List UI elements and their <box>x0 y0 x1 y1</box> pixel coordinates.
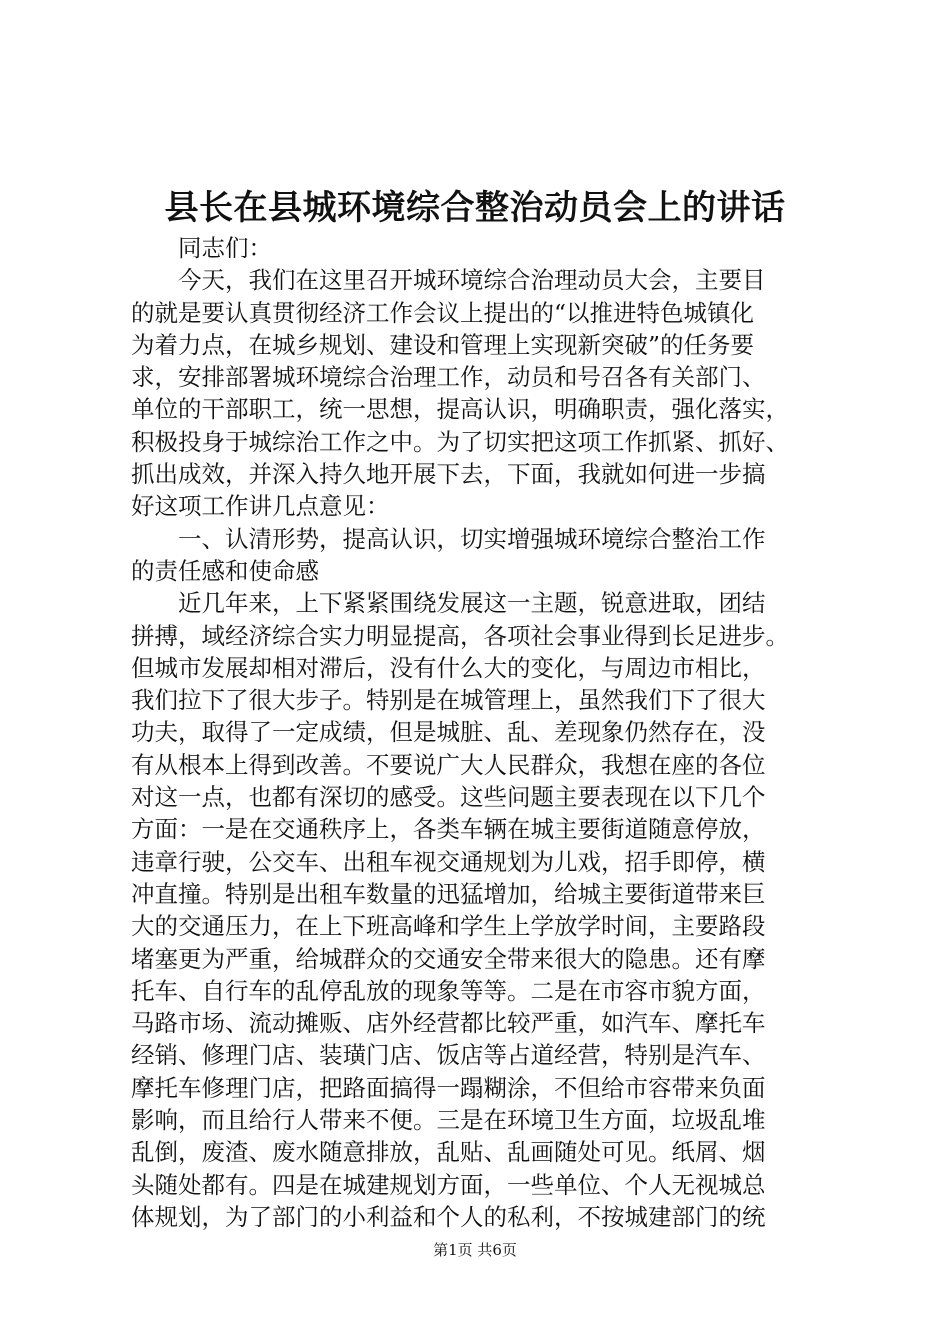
paragraph-line: 违章行驶，公交车、出租车视交通规划为儿戏，招手即停，横 <box>131 847 766 876</box>
paragraph-line: 有从根本上得到改善。不要说广大人民群众，我想在座的各位 <box>131 750 766 779</box>
paragraph-line: 功夫，取得了一定成绩，但是城脏、乱、差现象仍然存在，没 <box>131 718 766 747</box>
paragraph-line: 头随处都有。四是在城建规划方面，一些单位、个人无视城总 <box>131 1170 766 1199</box>
paragraph-line: 近几年来，上下紧紧围绕发展这一主题，锐意进取，团结 <box>178 589 766 618</box>
paragraph-line: 为着力点，在城乡规划、建设和管理上实现新突破”的任务要 <box>131 330 755 359</box>
paragraph-line: 经销、修理门店、装璜门店、饭店等占道经营，特别是汽车、 <box>131 1041 766 1070</box>
paragraph-line: 摩托车修理门店，把路面搞得一蹋糊涂，不但给市容带来负面 <box>131 1073 766 1102</box>
paragraph-line: 大的交通压力，在上下班高峰和学生上学放学时间，主要路段 <box>131 912 766 941</box>
paragraph-line: 的就是要认真贯彻经济工作会议上提出的“以推进特色城镇化 <box>131 298 755 327</box>
paragraph-line: 堵塞更为严重，给城群众的交通安全带来很大的隐患。还有摩 <box>131 944 766 973</box>
paragraph-line: 对这一点，也都有深切的感受。这些问题主要表现在以下几个 <box>131 783 766 812</box>
paragraph-line: 乱倒，废渣、废水随意排放，乱贴、乱画随处可见。纸屑、烟 <box>131 1138 766 1167</box>
document-body <box>131 232 831 1233</box>
paragraph-line: 抓出成效，并深入持久地开展下去，下面，我就如何进一步搞 <box>131 460 766 489</box>
paragraph-line: 托车、自行车的乱停乱放的现象等等。二是在市容市貌方面， <box>131 976 766 1005</box>
paragraph-line: 体规划，为了部门的小利益和个人的私利，不按城建部门的统 <box>131 1202 766 1231</box>
paragraph-line: 拼搏，域经济综合实力明显提高，各项社会事业得到长足进步。 <box>131 621 789 650</box>
paragraph-line: 单位的干部职工，统一思想，提高认识，明确职责，强化落实， <box>131 395 789 424</box>
paragraph-line: 求，安排部署城环境综合治理工作，动员和号召各有关部门、 <box>131 363 766 392</box>
paragraph-line: 方面：一是在交通秩序上，各类车辆在城主要街道随意停放， <box>131 815 766 844</box>
paragraph-line: 我们拉下了很大步子。特别是在城管理上，虽然我们下了很大 <box>131 686 766 715</box>
paragraph-line: 好这项工作讲几点意见： <box>131 492 390 521</box>
paragraph-line: 今天，我们在这里召开城环境综合治理动员大会，主要目 <box>178 266 766 295</box>
paragraph-line: 冲直撞。特别是出租车数量的迅猛增加，给城主要街道带来巨 <box>131 879 766 908</box>
section-heading-line: 一、认清形势，提高认识，切实增强城环境综合整治工作 <box>178 524 766 553</box>
salutation-line: 同志们： <box>178 234 272 262</box>
paragraph-line: 但城市发展却相对滞后，没有什么大的变化，与周边市相比， <box>131 653 766 682</box>
paragraph-line: 马路市场、流动摊贩、店外经营都比较严重，如汽车、摩托车 <box>131 1009 766 1038</box>
paragraph-line: 积极投身于城综治工作之中。为了切实把这项工作抓紧、抓好、 <box>131 427 789 456</box>
document-title: 县长在县城环境综合整治动员会上的讲话 <box>164 188 786 228</box>
page-footer: 第1页 共6页 <box>433 1241 517 1259</box>
paragraph-line: 影响，而且给行人带来不便。三是在环境卫生方面，垃圾乱堆 <box>131 1106 766 1135</box>
section-heading-line: 的责任感和使命感 <box>131 556 319 585</box>
